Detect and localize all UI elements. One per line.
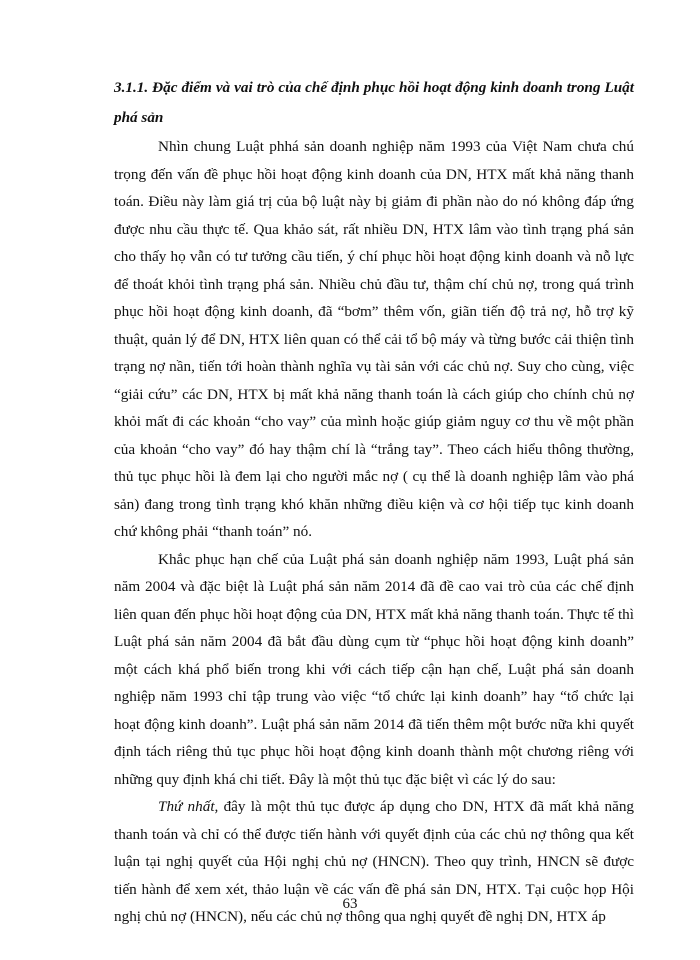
paragraph-3-lead: Thứ nhất, — [158, 798, 219, 815]
paragraph-2: Khắc phục hạn chế của Luật phá sản doanh nghiệp năm 1993, Luật phá sản năm 2004 và đặc biệt là Luật phá sản năm 2014 đã đề cao vai trò của các chế định liên quan đến phục hồi hoạt động của DN, HTX mất khả năng thanh toán. Thực tế thì Luật phá sản năm 2004 đã bắt đầu dùng cụm từ “phục hồi hoạt động kinh doanh” một cách khá phổ biến trong khi với cách tiếp cận hạn chế, Luật phá sản doanh nghiệp năm 1993 chỉ tập trung vào việc “tổ chức lại kinh doanh” hay “tổ chức lại hoạt động kinh doanh”. Luật phá sản năm 2014 đã tiến thêm một bước nữa khi quyết định tách riêng thủ tục phục hồi hoạt động kinh doanh thành một chương riêng với những quy định khá chi tiết. Đây là một thủ tục đặc biệt vì các lý do sau: — [114, 550, 634, 788]
page-number: 63 — [342, 896, 358, 912]
section-heading: 3.1.1. Đặc điểm và vai trò của chế định phục hồi hoạt động kinh doanh trong Luật phá sản — [114, 79, 634, 126]
paragraph-3-text: đây là một thủ tục được áp dụng cho DN, HTX đã mất khả năng thanh toán và chỉ có thể được tiến hành với quyết định của các chủ nợ thông qua kết luận tại nghị quyết của Hội nghị chủ nợ (HNCN). Theo quy trình, HNCN sẽ được tiến hành để xem xét, thảo luận về các vấn đề phá sản DN, HTX. Tại cuộc họp Hội nghị chủ nợ (HNCN), nếu các chủ nợ thông qua nghị quyết đề nghị DN, HTX áp — [114, 798, 635, 925]
paragraph-1: Nhìn chung Luật phhá sản doanh nghiệp năm 1993 của Việt Nam chưa chú trọng đến vấn đề phục hồi hoạt động kinh doanh của DN, HTX mất khả năng thanh toán. Điều này làm giá trị của bộ luật này bị giảm đi phần nào do nó không đáp ứng được nhu cầu thực tế. Qua khảo sát, rất nhiều DN, HTX lâm vào tình trạng phá sản cho thấy họ vẫn có tư tưởng cầu tiến, ý chí phục hồi hoạt động kinh doanh và nỗ lực để thoát khỏi tình trạng phá sản. Nhiều chủ đầu tư, thậm chí chủ nợ, trong quá trình phục hồi hoạt động kinh doanh, đã “bơm” thêm vốn, giãn tiến độ trả nợ, hỗ trợ kỹ thuật, quản lý để DN, HTX liên quan có thể cải tổ bộ máy và từng bước cải thiện tình trạng nợ nần, tiến tới hoàn thành nghĩa vụ tài sản với các chủ nợ. Suy cho cùng, việc “giải cứu” các DN, HTX bị mất khả năng thanh toán là cách giúp cho chính chủ nợ khỏi mất đi các khoản “cho vay” của mình hoặc giúp giảm nguy cơ thu về một phần của khoản “cho vay” đó hay thậm chí là “trắng tay”. Theo cách hiểu thông thường, thủ tục phục hồi là đem lại cho người mắc nợ ( cụ thể là doanh nghiệp lâm vào phá sản) đang trong tình trạng khó khăn những điều kiện và cơ hội tiếp tục kinh doanh chứ không phải “thanh toán” nó. — [114, 138, 634, 540]
page-content — [114, 73, 634, 931]
